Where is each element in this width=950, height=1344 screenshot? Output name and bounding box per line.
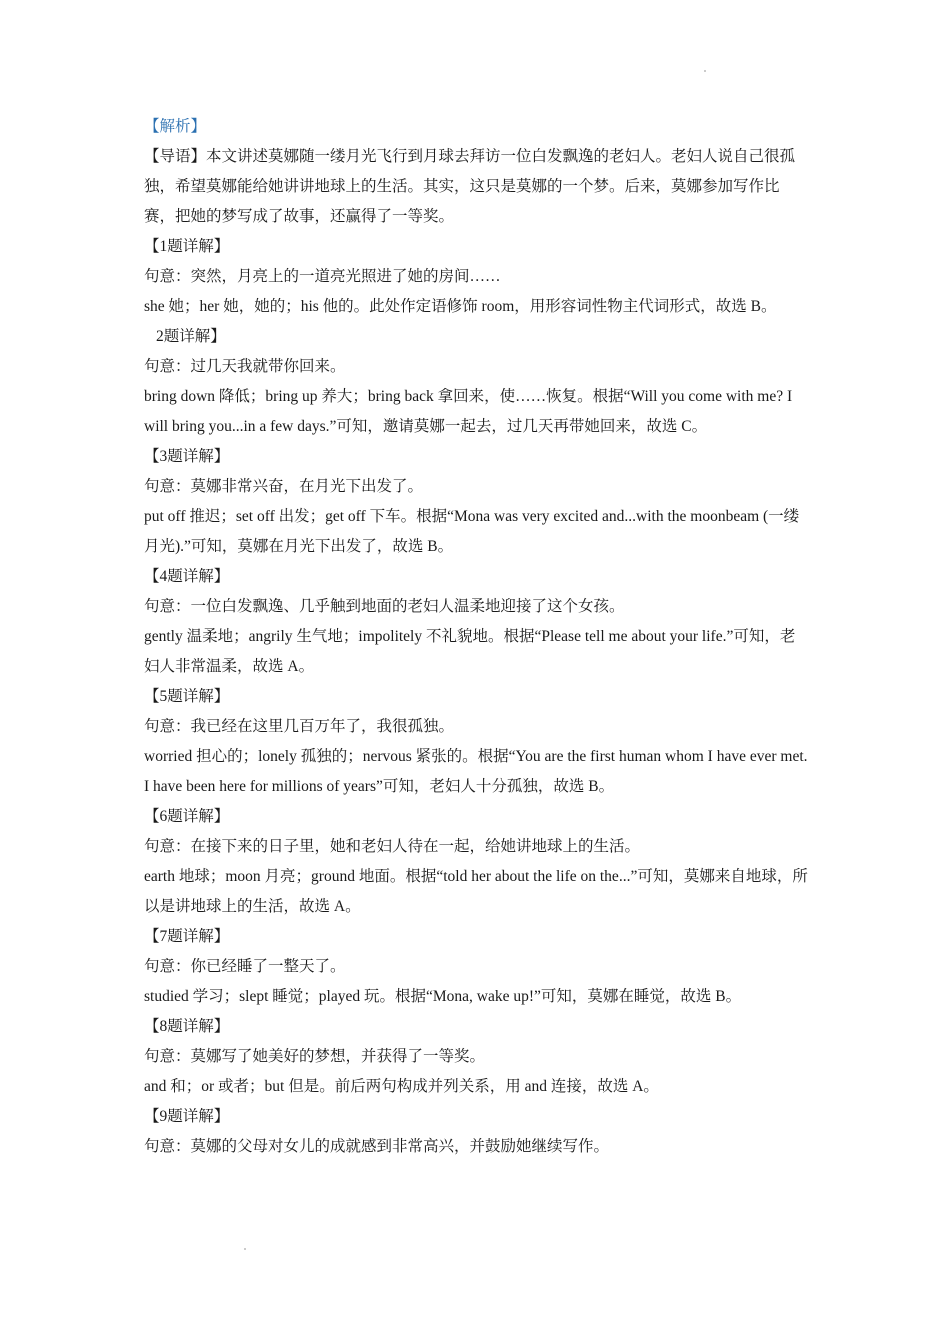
item-explanation: earth 地球；moon 月亮；ground 地面。根据“told her about the life on the...”可知，莫娜来自地球，所以是讲地球上的生活，故选 A。 — [144, 868, 808, 915]
analysis-label: 【解析】 — [144, 118, 207, 135]
item-sentence: 句意：一位白发飘逸、几乎触到地面的老妇人温柔地迎接了这个女孩。 — [144, 598, 625, 615]
intro-paragraph: 【导语】本文讲述莫娜随一缕月光飞行到月球去拜访一位白发飘逸的老妇人。老妇人说自己很孤独，希望莫娜能给她讲讲地球上的生活。其实，这只是莫娜的一个梦。后来，莫娜参加写作比赛，把她的梦写成了故事，还赢得了一等奖。 — [144, 148, 796, 225]
item-sentence: 句意：你已经睡了一整天了。 — [144, 958, 346, 975]
item-heading: 【8题详解】 — [144, 1018, 230, 1035]
item-explanation: worried 担心的；lonely 孤独的；nervous 紧张的。根据“You are the first human whom I have ever met. I have been here for millions of years”可知，老妇人十分孤独，故选 B。 — [144, 748, 808, 795]
item-heading: 2题详解】 — [156, 328, 226, 345]
item-3 — [144, 442, 809, 562]
item-4 — [144, 562, 809, 682]
item-1 — [144, 232, 809, 322]
item-sentence: 句意：突然，月亮上的一道亮光照进了她的房间…… — [144, 268, 501, 285]
item-sentence: 句意：莫娜的父母对女儿的成就感到非常高兴，并鼓励她继续写作。 — [144, 1138, 610, 1155]
item-explanation: put off 推迟；set off 出发；get off 下车。根据“Mona was very excited and...with the moonbeam (一缕月光).”可知，莫娜在月光下出发了，故选 B。 — [144, 508, 800, 555]
analysis-section — [144, 112, 809, 1162]
item-8 — [144, 1012, 809, 1102]
page-mark-bottom — [244, 1248, 246, 1250]
item-heading: 【5题详解】 — [144, 688, 230, 705]
item-5 — [144, 682, 809, 802]
item-heading: 【4题详解】 — [144, 568, 230, 585]
item-heading: 【1题详解】 — [144, 238, 230, 255]
item-explanation: gently 温柔地；angrily 生气地；impolitely 不礼貌地。根据“Please tell me about your life.”可知，老妇人非常温柔，故选 A。 — [144, 628, 796, 675]
item-sentence: 句意：莫娜写了她美好的梦想，并获得了一等奖。 — [144, 1048, 486, 1065]
item-heading: 【7题详解】 — [144, 928, 230, 945]
item-sentence: 句意：莫娜非常兴奋，在月光下出发了。 — [144, 478, 424, 495]
item-heading: 【9题详解】 — [144, 1108, 230, 1125]
page-mark-top — [704, 70, 706, 72]
item-sentence: 句意：我已经在这里几百万年了，我很孤独。 — [144, 718, 455, 735]
item-heading: 【3题详解】 — [144, 448, 230, 465]
item-explanation: bring down 降低；bring up 养大；bring back 拿回来，使……恢复。根据“Will you come with me? I will bring you...in a few days.”可知，邀请莫娜一起去，过几天再带她回来，故选 C。 — [144, 388, 793, 435]
item-heading: 【6题详解】 — [144, 808, 230, 825]
item-2 — [144, 322, 809, 442]
item-sentence: 句意：过几天我就带你回来。 — [144, 358, 346, 375]
item-9 — [144, 1102, 809, 1162]
item-explanation: and 和；or 或者；but 但是。前后两句构成并列关系，用 and 连接，故选 A。 — [144, 1078, 659, 1095]
item-explanation: studied 学习；slept 睡觉；played 玩。根据“Mona, wake up!”可知，莫娜在睡觉，故选 B。 — [144, 988, 742, 1005]
item-7 — [144, 922, 809, 1012]
item-6 — [144, 802, 809, 922]
item-explanation: she 她；her 她，她的；his 他的。此处作定语修饰 room，用形容词性物主代词形式，故选 B。 — [144, 298, 777, 315]
item-sentence: 句意：在接下来的日子里，她和老妇人待在一起，给她讲地球上的生活。 — [144, 838, 641, 855]
